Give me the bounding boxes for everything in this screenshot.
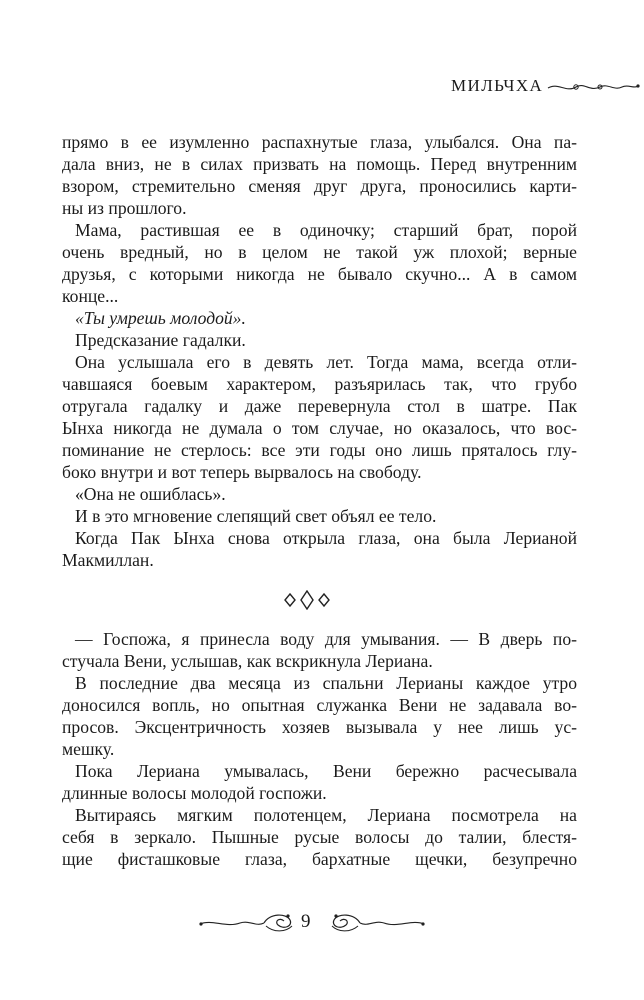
text-line: чавшаяся боевым характером, разъярилась так, что грубо <box>62 374 577 394</box>
text-line: Макмиллан. <box>62 550 154 570</box>
text-line: друзья, с которыми никогда не бывало скучно... А в самом <box>62 264 577 284</box>
text-line: Мама, растившая ее в одиночку; старший брат, порой <box>75 220 577 240</box>
text-line: щие фисташковые глаза, бархатные щечки, безупречно <box>62 849 577 869</box>
text-line: «Ты умрешь молодой». <box>75 308 246 328</box>
text-line: поминание не стерлось: все эти годы оно лишь пряталось глу- <box>62 440 577 460</box>
text-line: себя в зеркало. Пышные русые волосы до талии, блестя- <box>62 827 577 847</box>
text-line: боко внутри и вот теперь вырвалось на свободу. <box>62 462 422 482</box>
text-line: «Она не ошиблась». <box>75 484 226 504</box>
text-line: прямо в ее изумленно распахнутые глаза, улыбался. Она па- <box>62 132 577 152</box>
text-line: дала вниз, не в силах призвать на помощь. Перед внутренним <box>62 154 577 174</box>
text-line: взором, стремительно сменяя друг друга, проносились карти- <box>62 176 577 196</box>
footer-flourish-right-icon <box>328 910 426 936</box>
text-line: Когда Пак Ынха снова открыла глаза, она была Лерианой <box>75 528 577 548</box>
text-line: — Госпожа, я принесла воду для умывания. — В дверь по- <box>75 629 577 649</box>
text-line: длинные волосы молодой госпожи. <box>62 783 327 803</box>
footer-flourish-left-icon <box>198 910 296 936</box>
text-line: В последние два месяца из спальни Лерианы каждое утро <box>75 673 577 693</box>
section-divider-icon <box>282 590 332 610</box>
text-line: отругала гадалку и даже перевернула стол в шатре. Пак <box>62 396 577 416</box>
text-line: доносился вопль, но опытная служанка Вени не задавала во- <box>62 695 577 715</box>
text-line: Ынха никогда не думала о том случае, но оказалось, что вос- <box>62 418 577 438</box>
page-number: 9 <box>301 911 311 932</box>
text-line: конце... <box>62 286 119 306</box>
header-flourish-icon <box>546 80 641 94</box>
running-header-title: МИЛЬЧХА <box>451 76 544 95</box>
text-line: И в это мгновение слепящий свет объял ее тело. <box>75 506 437 526</box>
text-line: мешку. <box>62 739 115 759</box>
text-line: Предсказание гадалки. <box>75 330 246 350</box>
text-line: Вытираясь мягким полотенцем, Лериана посмотрела на <box>75 805 577 825</box>
text-line: Она услышала его в девять лет. Тогда мама, всегда отли- <box>75 352 577 372</box>
text-line: Пока Лериана умывалась, Вени бережно расчесывала <box>75 761 577 781</box>
text-line: стучала Вени, услышав, как вскрикнула Лериана. <box>62 651 433 671</box>
text-line: просов. Эксцентричность хозяев вызывала у нее лишь ус- <box>62 717 577 737</box>
text-line: ны из прошлого. <box>62 198 187 218</box>
text-line: очень вредный, но в целом не такой уж плохой; верные <box>62 242 577 262</box>
